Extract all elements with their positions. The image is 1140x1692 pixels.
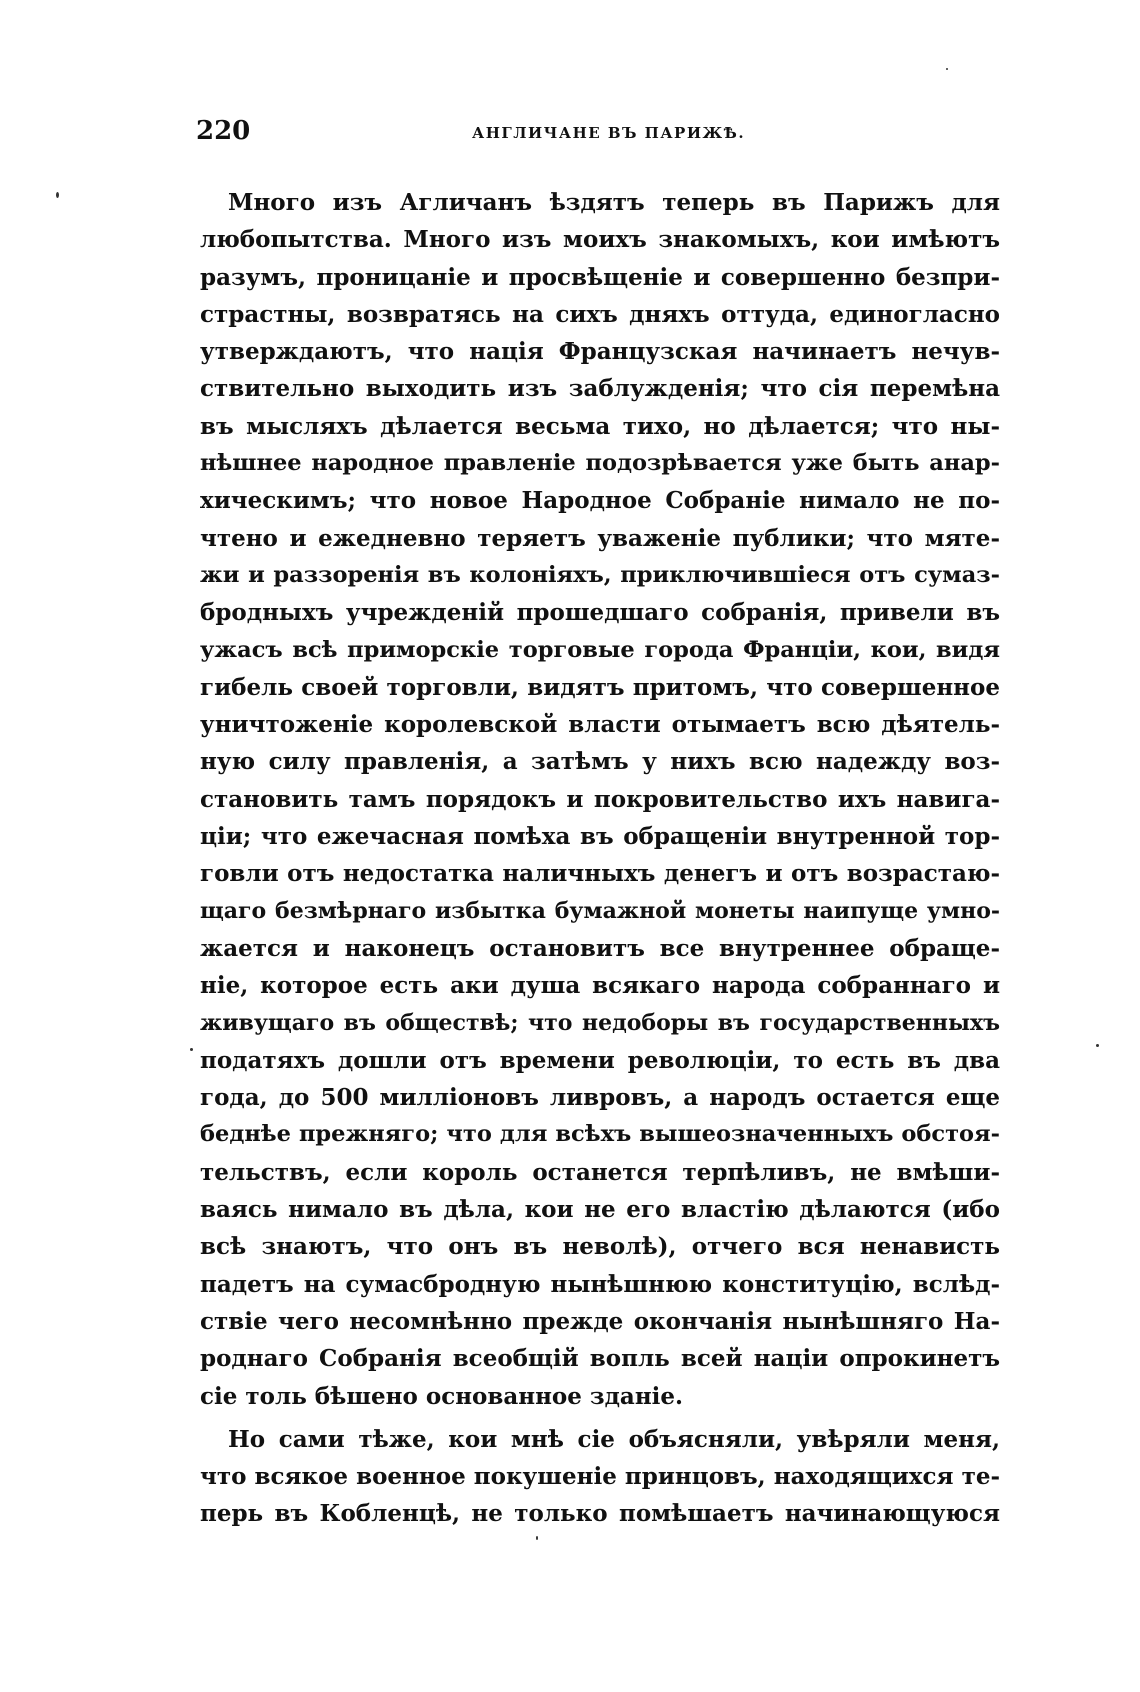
text-line: всѣ знаютъ, что онъ въ неволѣ), отчего вся ненависть — [200, 1233, 1000, 1261]
text-line: въ мысляхъ дѣлается весьма тихо, но дѣлается; что ны- — [200, 412, 1000, 440]
text-line: роднаго Собранія всеобщій вопль всей націи опрокинетъ — [200, 1345, 1000, 1373]
text-line: ваясь нимало въ дѣла, кои не его властію дѣлаются (ибо — [200, 1196, 1000, 1224]
text-line: перь въ Кобленцѣ, не только помѣшаетъ начинающуюся — [200, 1500, 1000, 1528]
text-line: беднѣе прежняго; что для всѣхъ вышеозначенныхъ обстоя- — [200, 1121, 1000, 1148]
paragraph-1 — [200, 184, 1000, 1415]
text-line: ную силу правленія, а затѣмъ у нихъ всю надежду воз- — [200, 748, 1000, 776]
print-speck — [56, 192, 59, 198]
text-line: ніе, которое есть аки душа всякаго народа собраннаго и — [200, 972, 1000, 1000]
text-line: утверждаютъ, что нація Французская начинаетъ нечув- — [200, 338, 1000, 366]
running-title: АНГЛИЧАНЕ ВЪ ПАРИЖѢ. — [472, 124, 746, 142]
print-speck — [1096, 1044, 1099, 1047]
print-speck — [190, 1048, 193, 1051]
text-line: жи и раззоренія въ колоніяхъ, приключившіеся отъ сумаз- — [200, 561, 1000, 588]
text-line: любопытства. Много изъ моихъ знакомыхъ, кои имѣютъ — [200, 226, 1000, 254]
text-line: разумъ, проницаніе и просвѣщеніе и совершенно безпри- — [200, 263, 1000, 291]
text-line: живущаго въ обществѣ; что недоборы въ государственныхъ — [200, 1009, 1000, 1036]
page-number: 220 — [196, 116, 251, 146]
text-line: года, до 500 милліоновъ ливровъ, а народъ остается еще — [200, 1084, 1000, 1112]
text-line: уничтоженіе королевской власти отымаетъ всю дѣятель- — [200, 711, 1000, 739]
print-speck — [536, 1536, 538, 1540]
text-line: ціи; что ежечасная помѣха въ обращеніи внутренной тор- — [200, 823, 1000, 851]
text-line: становить тамъ порядокъ и покровительство ихъ навига- — [200, 785, 1000, 813]
text-line: жается и наконецъ остановитъ все внутреннее обраще- — [200, 934, 1000, 962]
text-line: тельствъ, если король останется терпѣливъ, не вмѣши- — [200, 1158, 1000, 1186]
text-line: податяхъ дошли отъ времени революціи, то есть въ два — [200, 1046, 1000, 1074]
print-speck — [946, 68, 948, 70]
paragraph-2 — [200, 1421, 1000, 1533]
text-line: страстны, возвратясь на сихъ дняхъ оттуда, единогласно — [200, 300, 1000, 328]
text-line: ствительно выходить изъ заблужденія; что сія перемѣна — [200, 375, 1000, 403]
text-line: Много изъ Агличанъ ѣздятъ теперь въ Парижъ для — [228, 189, 1000, 216]
text-line: ужасъ всѣ приморскіе торговые города Франціи, кои, видя — [200, 636, 1000, 663]
text-line: падетъ на сумасбродную нынѣшнюю конституцію, вслѣд- — [200, 1270, 1000, 1298]
text-line: чтено и ежедневно теряетъ уваженіе публики; что мяте- — [200, 524, 1000, 552]
text-line: что всякое военное покушеніе принцовъ, находящихся те- — [200, 1463, 1000, 1491]
text-line: говли отъ недостатка наличныхъ денегъ и отъ возрастаю- — [200, 860, 1000, 888]
text-line: хическимъ; что новое Народное Собраніе нимало не по- — [200, 487, 1000, 515]
page-header — [196, 116, 1016, 156]
text-line: нѣшнее народное правленіе подозрѣвается уже быть анар- — [200, 450, 1000, 477]
text-line: щаго безмѣрнаго избытка бумажной монеты наипуще умно- — [200, 897, 1000, 924]
text-line: сіе толь бѣшено основанное зданіе. — [200, 1382, 684, 1410]
text-line: гибель своей торговли, видятъ притомъ, что совершенное — [200, 673, 1000, 701]
body-text — [200, 184, 1000, 1533]
text-line: бродныхъ учрежденій прошедшаго собранія, привели въ — [200, 599, 1000, 627]
text-line: Но сами тѣже, кои мнѣ сіе объясняли, увѣряли меня, — [228, 1425, 1000, 1453]
text-line: ствіе чего несомнѣнно прежде окончанія нынѣшняго На- — [200, 1307, 1000, 1335]
